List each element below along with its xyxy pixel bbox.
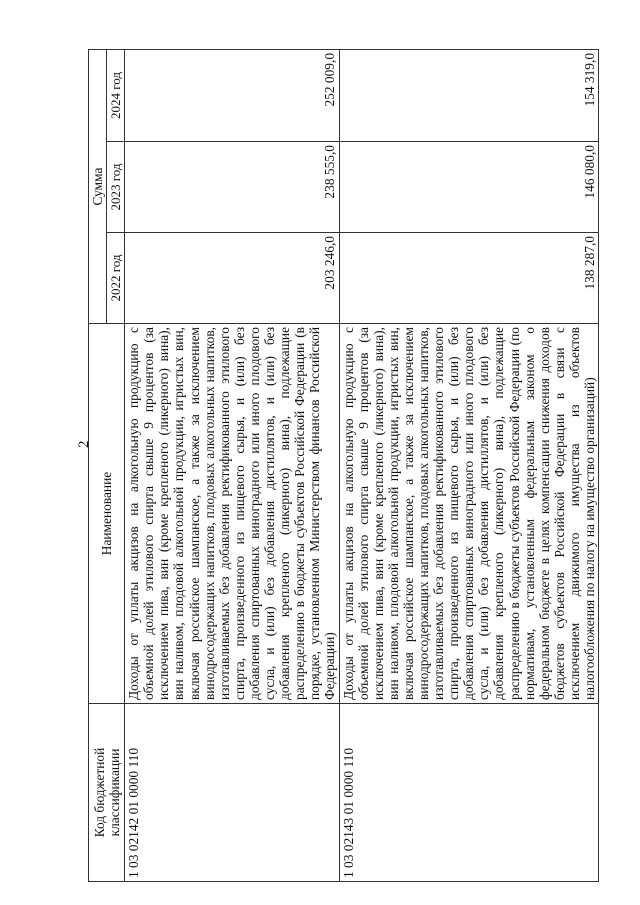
header-row <box>89 49 107 881</box>
row-name: Доходы от уплаты акцизов на алкогольную продукцию с объемной долей этилового спирта свыше 9 процентов (за исключением пива, вин (кроме крепленого (ликерного) вина), вин наливом, плодовой алкогольной продукции, игристых вин, включая российское шампанское, а также за исключением винодросодержащих напитков, плодовых алкогольных напитков, изготавливаемых без добавления ректификованного этилового спирта, произведенного из пищевого сырья, и (или) без добавления спиртованных виноградного или иного плодового сусла, и (или) без добавления дистиллятов, и (или) без добавления крепленого (ликерного) вина), подлежащие распределению в бюджеты субъектов Российской Федерации (в порядке, установленном Министерством финансов Российской Федерации) <box>125 324 339 704</box>
header-year-2022: 2022 год <box>107 233 125 324</box>
row-value-2022: 138 287,0 <box>339 233 599 324</box>
row-value-2024: 252 009,0 <box>125 49 339 141</box>
table-row <box>339 49 599 881</box>
header-year-2024: 2024 год <box>107 49 125 141</box>
table-row <box>125 49 339 881</box>
budget-table <box>88 49 599 882</box>
row-value-2023: 146 080,0 <box>339 142 599 233</box>
row-value-2023: 238 555,0 <box>125 142 339 233</box>
row-name: Доходы от уплаты акцизов на алкогольную продукцию с объемной долей этилового спирта свыше 9 процентов (за исключением пива, вин (кроме крепленого (ликерного) вина), вин наливом, плодовой алкогольной продукции, игристых вин, включая российское шампанское, а также за исключением винодросодержащих напитков, плодовых алкогольных напитков, изготавливаемых без добавления ректификованного этилового спирта, произведенного из пищевого сырья, и (или) без добавления спиртованных виноградного или иного плодового сусла, и (или) без добавления дистиллятов, и (или) без добавления крепленого (ликерного) вина), подлежащие распределению в бюджеты субъектов Российской Федерации (по нормативам, установленным федеральным законом о федеральном бюджете в целях компенсации снижения доходов бюджетов субъектов Российской Федерации в связи с исключением движимого имущества из объектов налогообложения по налогу на имущество организаций) <box>339 324 599 704</box>
header-name: Наименование <box>89 324 125 704</box>
row-value-2024: 154 319,0 <box>339 49 599 141</box>
row-code: 1 03 02143 01 0000 110 <box>339 704 599 882</box>
header-year-2023: 2023 год <box>107 142 125 233</box>
rotated-page-content <box>88 50 597 882</box>
header-code: Код бюджетной классификации <box>89 704 125 882</box>
header-sum: Сумма <box>89 49 107 323</box>
row-value-2022: 203 246,0 <box>125 233 339 324</box>
row-code: 1 03 02142 01 0000 110 <box>125 704 339 882</box>
page-number: 2 <box>76 440 92 448</box>
